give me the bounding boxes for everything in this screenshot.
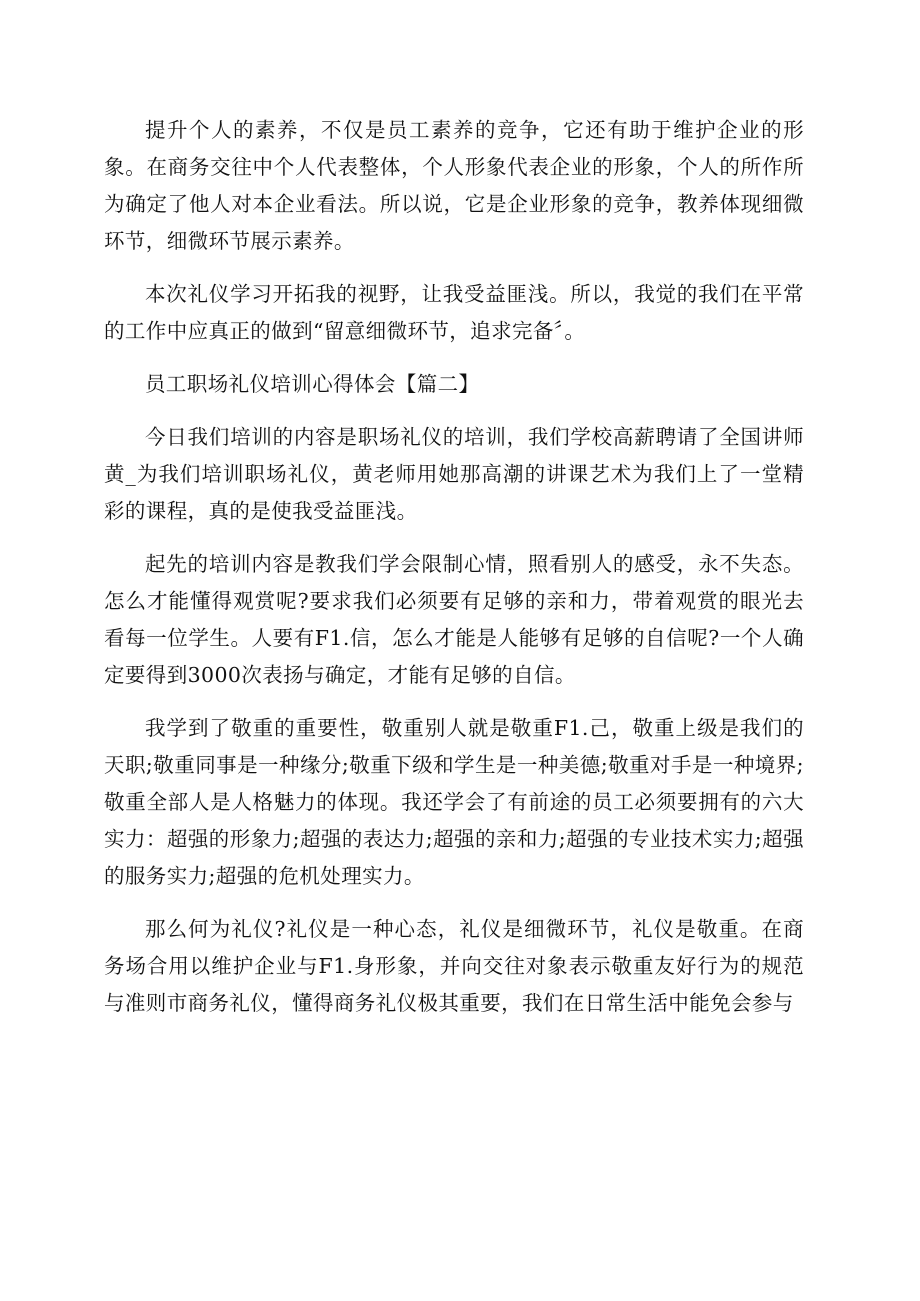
section-heading: 员工职场礼仪培训心得体会【篇二】: [145, 372, 480, 396]
paragraph-3: 今日我们培训的内容是职场礼仪的培训，我们学校高薪聘请了全国讲师黄_为我们培训职场礼仪，黄老师用她那高潮的讲课艺术为我们上了一堂精彩的课程，真的是使我受益匪浅。: [104, 425, 804, 523]
paragraph-4: 起先的培训内容是教我们学会限制心情，照看别人的感受，永不失态。怎么才能懂得观赏呢?要求我们必须要有足够的亲和力，带着观赏的眼光去看每一位学生。人要有F1.信，怎么才能是人能够有足够的自信呢?一个人确定要得到3000次表扬与确定，才能有足够的自信。: [104, 552, 804, 687]
paragraph-1: 提升个人的素养，不仅是员工素养的竞争，它还有助于维护企业的形象。在商务交往中个人代表整体，个人形象代表企业的形象，个人的所作所为确定了他人对本企业看法。所以说，它是企业形象的竞争，教养体现细微环节，细微环节展示素养。: [104, 118, 804, 253]
document-body: [104, 112, 804, 1038]
paragraph-2: 本次礼仪学习开拓我的视野，让我受益匪浅。所以，我觉的我们在平常的工作中应真正的做到“留意细微环节，追求完备〞。: [104, 282, 804, 343]
paragraph-5: 我学到了敬重的重要性，敬重别人就是敬重F1.己，敬重上级是我们的天职;敬重同事是一种缘分;敬重下级和学生是一种美德;敬重对手是一种境界;敬重全部人是人格魅力的体现。我还学会了有前途的员工必须要拥有的六大实力：超强的形象力;超强的表达力;超强的亲和力;超强的专业技术实力;超强的服务实力;超强的危机处理实力。: [104, 716, 804, 888]
paragraph-6: 那么何为礼仪?礼仪是一种心态，礼仪是细微环节，礼仪是敬重。在商务场合用以维护企业与F1.身形象，并向交往对象表示敬重友好行为的规范与准则市商务礼仪，懂得商务礼仪极其重要，我们在日常生活中能免会参与: [104, 917, 804, 1015]
